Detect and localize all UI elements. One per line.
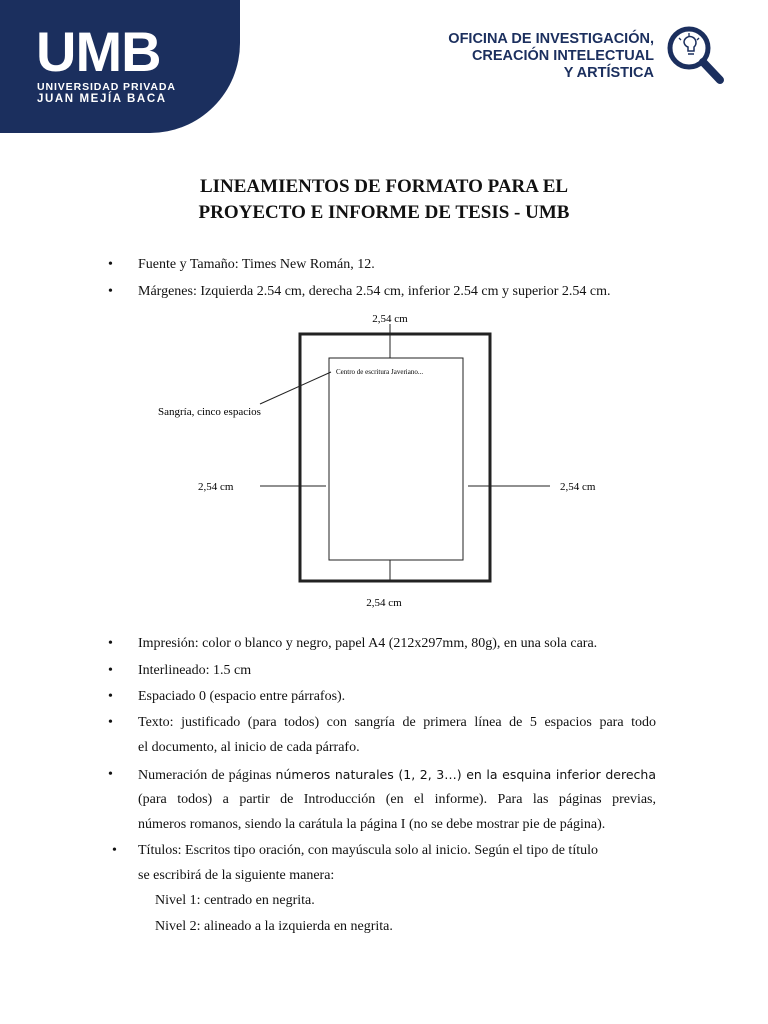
bullet-printing: Impresión: color o blanco y negro, papel A4 (212x297mm, 80g), en una sola cara. [138, 636, 598, 651]
bullet-numbering-line3: números romanos, siendo la carátula la página I (no se debe mostrar pie de página). [138, 817, 606, 832]
bottom-margin-label: 2,54 cm [366, 597, 402, 609]
bullet-text-line2: el documento, al inicio de cada párrafo. [138, 740, 360, 755]
numbering-text-a: Numeración de páginas [138, 768, 276, 783]
bullet-numbering-line2: (para todos) a partir de Introducción (en el informe). Para las páginas previas, [138, 792, 656, 807]
bullet-marker: • [108, 715, 113, 730]
logo-text: UMB [36, 20, 161, 83]
left-margin-label: 2,54 cm [198, 481, 234, 493]
page-title [0, 174, 768, 226]
bullet-marker: • [108, 663, 113, 678]
bullet-titles-line2: se escribirá de la siguiente manera: [138, 868, 335, 883]
inner-sample-text: Centro de escritura Javeriano... [336, 368, 424, 376]
numbering-text-b: números naturales (1, 2, 3…) en la esquina inferior derecha [275, 767, 656, 782]
title-level2: Nivel 2: alineado a la izquierda en negrita. [155, 919, 393, 934]
indent-label: Sangría, cinco espacios [158, 406, 261, 418]
bullet-marker: • [108, 767, 113, 782]
logo-line2: JUAN MEJÍA BACA [37, 93, 167, 105]
bullet-margins: Márgenes: Izquierda 2.54 cm, derecha 2.54 cm, inferior 2.54 cm y superior 2.54 cm. [138, 284, 611, 299]
bullet-marker: • [112, 843, 117, 858]
office-line2: CREACIÓN INTELECTUAL [471, 48, 654, 64]
title-line1: LINEAMIENTOS DE FORMATO PARA EL [199, 176, 569, 197]
office-line3: Y ARTÍSTICA [563, 65, 654, 81]
bullet-line-spacing: Interlineado: 1.5 cm [138, 663, 252, 678]
magnifier-lightbulb-icon [662, 22, 728, 88]
margin-diagram [150, 308, 610, 614]
bullet-numbering-line1 [138, 767, 656, 784]
bullet-text-line1: Texto: justificado (para todos) con sangría de primera línea de 5 espacios para todo [138, 715, 656, 730]
header-band [0, 0, 240, 133]
bullet-marker: • [108, 636, 113, 651]
office-line1: OFICINA DE INVESTIGACIÓN, [448, 31, 654, 47]
top-margin-label: 2,54 cm [372, 313, 408, 325]
office-name [448, 31, 654, 82]
title-level1: Nivel 1: centrado en negrita. [155, 893, 315, 908]
logo-line1: UNIVERSIDAD PRIVADA [37, 81, 176, 93]
bullet-marker: • [108, 689, 113, 704]
right-margin-label: 2,54 cm [560, 481, 596, 493]
bullet-paragraph-spacing: Espaciado 0 (espacio entre párrafos). [138, 689, 346, 704]
title-line2: PROYECTO E INFORME DE TESIS - UMB [198, 202, 570, 223]
bullet-marker: • [108, 284, 113, 299]
bullet-font: Fuente y Tamaño: Times New Román, 12. [138, 257, 375, 272]
bullet-marker: • [108, 257, 113, 272]
bullet-titles-line1: Títulos: Escritos tipo oración, con mayúscula solo al inicio. Según el tipo de título [138, 843, 598, 858]
